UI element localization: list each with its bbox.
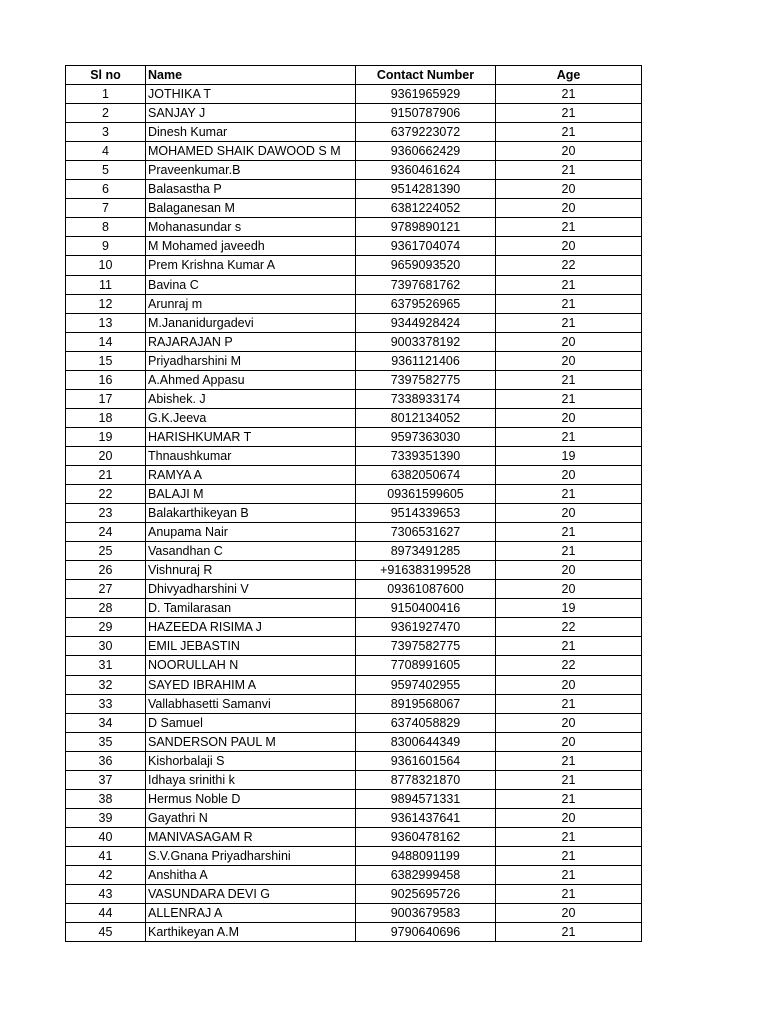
cell-age: 21: [496, 389, 642, 408]
cell-name: MOHAMED SHAIK DAWOOD S M: [146, 142, 356, 161]
cell-sl-no: 41: [66, 846, 146, 865]
cell-name: Vallabhasetti Samanvi: [146, 694, 356, 713]
cell-contact-number: 9790640696: [356, 923, 496, 942]
cell-age: 22: [496, 256, 642, 275]
cell-age: 21: [496, 485, 642, 504]
table-row: [66, 713, 642, 732]
cell-contact-number: 9360461624: [356, 161, 496, 180]
cell-name: Bavina C: [146, 275, 356, 294]
table-row: [66, 694, 642, 713]
table-row: [66, 770, 642, 789]
table-row: [66, 846, 642, 865]
cell-contact-number: 9361704074: [356, 237, 496, 256]
cell-name: Abishek. J: [146, 389, 356, 408]
cell-sl-no: 9: [66, 237, 146, 256]
cell-name: Balakarthikeyan B: [146, 504, 356, 523]
cell-sl-no: 44: [66, 904, 146, 923]
cell-contact-number: 7397582775: [356, 370, 496, 389]
cell-age: 20: [496, 675, 642, 694]
cell-contact-number: 7338933174: [356, 389, 496, 408]
cell-sl-no: 12: [66, 294, 146, 313]
table-row: [66, 446, 642, 465]
cell-sl-no: 38: [66, 789, 146, 808]
cell-sl-no: 26: [66, 561, 146, 580]
cell-contact-number: 9514339653: [356, 504, 496, 523]
cell-sl-no: 1: [66, 85, 146, 104]
table-row: [66, 504, 642, 523]
cell-age: 20: [496, 408, 642, 427]
cell-sl-no: 32: [66, 675, 146, 694]
cell-name: SAYED IBRAHIM A: [146, 675, 356, 694]
cell-name: M Mohamed javeedh: [146, 237, 356, 256]
cell-contact-number: 9003378192: [356, 332, 496, 351]
table-row: [66, 580, 642, 599]
cell-sl-no: 17: [66, 389, 146, 408]
table-row: [66, 561, 642, 580]
cell-name: Gayathri N: [146, 808, 356, 827]
table-row: [66, 904, 642, 923]
cell-sl-no: 21: [66, 465, 146, 484]
table-row: [66, 827, 642, 846]
cell-contact-number: 9361965929: [356, 85, 496, 104]
cell-sl-no: 27: [66, 580, 146, 599]
cell-sl-no: 6: [66, 180, 146, 199]
table-row: [66, 161, 642, 180]
cell-name: ALLENRAJ A: [146, 904, 356, 923]
cell-sl-no: 3: [66, 123, 146, 142]
table-row: [66, 85, 642, 104]
cell-contact-number: 7306531627: [356, 523, 496, 542]
table-row: [66, 275, 642, 294]
cell-age: 21: [496, 865, 642, 884]
table-row: [66, 370, 642, 389]
cell-age: 19: [496, 446, 642, 465]
cell-age: 21: [496, 923, 642, 942]
header-row: [66, 66, 642, 85]
cell-age: 21: [496, 751, 642, 770]
cell-name: NOORULLAH N: [146, 656, 356, 675]
cell-sl-no: 35: [66, 732, 146, 751]
cell-sl-no: 37: [66, 770, 146, 789]
table-row: [66, 408, 642, 427]
cell-sl-no: 14: [66, 332, 146, 351]
cell-name: EMIL JEBASTIN: [146, 637, 356, 656]
cell-contact-number: 8012134052: [356, 408, 496, 427]
cell-contact-number: 9025695726: [356, 885, 496, 904]
table-row: [66, 789, 642, 808]
cell-name: D Samuel: [146, 713, 356, 732]
cell-age: 21: [496, 427, 642, 446]
cell-name: Balasastha P: [146, 180, 356, 199]
cell-sl-no: 16: [66, 370, 146, 389]
table-row: [66, 865, 642, 884]
cell-age: 21: [496, 161, 642, 180]
table-row: [66, 923, 642, 942]
cell-sl-no: 11: [66, 275, 146, 294]
cell-sl-no: 34: [66, 713, 146, 732]
table-row: [66, 656, 642, 675]
cell-age: 21: [496, 637, 642, 656]
cell-sl-no: 43: [66, 885, 146, 904]
cell-name: Idhaya srinithi k: [146, 770, 356, 789]
cell-age: 21: [496, 827, 642, 846]
cell-age: 21: [496, 523, 642, 542]
cell-name: SANJAY J: [146, 104, 356, 123]
cell-name: G.K.Jeeva: [146, 408, 356, 427]
cell-contact-number: 9150787906: [356, 104, 496, 123]
cell-age: 21: [496, 294, 642, 313]
cell-name: RAMYA A: [146, 465, 356, 484]
cell-age: 21: [496, 370, 642, 389]
table-header: [66, 66, 642, 85]
cell-age: 21: [496, 218, 642, 237]
cell-age: 20: [496, 332, 642, 351]
cell-contact-number: 6379526965: [356, 294, 496, 313]
table-row: [66, 427, 642, 446]
cell-contact-number: 9514281390: [356, 180, 496, 199]
cell-age: 21: [496, 694, 642, 713]
cell-name: RAJARAJAN P: [146, 332, 356, 351]
cell-name: Anupama Nair: [146, 523, 356, 542]
cell-sl-no: 29: [66, 618, 146, 637]
cell-age: 20: [496, 713, 642, 732]
cell-contact-number: 09361087600: [356, 580, 496, 599]
cell-age: 20: [496, 904, 642, 923]
cell-sl-no: 20: [66, 446, 146, 465]
cell-age: 22: [496, 656, 642, 675]
table-row: [66, 294, 642, 313]
cell-sl-no: 28: [66, 599, 146, 618]
cell-contact-number: 7708991605: [356, 656, 496, 675]
cell-name: Dhivyadharshini V: [146, 580, 356, 599]
cell-sl-no: 4: [66, 142, 146, 161]
cell-sl-no: 23: [66, 504, 146, 523]
cell-name: Thnaushkumar: [146, 446, 356, 465]
cell-sl-no: 8: [66, 218, 146, 237]
cell-contact-number: 8973491285: [356, 542, 496, 561]
cell-age: 22: [496, 618, 642, 637]
table-row: [66, 485, 642, 504]
cell-contact-number: 9597363030: [356, 427, 496, 446]
header-sl-no: Sl no: [66, 66, 146, 85]
cell-contact-number: 9789890121: [356, 218, 496, 237]
cell-name: A.Ahmed Appasu: [146, 370, 356, 389]
cell-contact-number: 9894571331: [356, 789, 496, 808]
table-row: [66, 751, 642, 770]
cell-sl-no: 18: [66, 408, 146, 427]
cell-contact-number: 8919568067: [356, 694, 496, 713]
table-row: [66, 104, 642, 123]
cell-sl-no: 39: [66, 808, 146, 827]
table-row: [66, 142, 642, 161]
cell-sl-no: 42: [66, 865, 146, 884]
cell-sl-no: 15: [66, 351, 146, 370]
cell-contact-number: 9488091199: [356, 846, 496, 865]
table-row: [66, 218, 642, 237]
cell-contact-number: 9344928424: [356, 313, 496, 332]
cell-age: 20: [496, 199, 642, 218]
table-row: [66, 256, 642, 275]
cell-sl-no: 33: [66, 694, 146, 713]
cell-age: 20: [496, 561, 642, 580]
cell-age: 20: [496, 180, 642, 199]
cell-age: 21: [496, 789, 642, 808]
table-row: [66, 332, 642, 351]
cell-sl-no: 19: [66, 427, 146, 446]
cell-age: 21: [496, 770, 642, 789]
cell-name: Praveenkumar.B: [146, 161, 356, 180]
table-row: [66, 808, 642, 827]
cell-name: Kishorbalaji S: [146, 751, 356, 770]
cell-age: 19: [496, 599, 642, 618]
cell-contact-number: 9003679583: [356, 904, 496, 923]
table-row: [66, 732, 642, 751]
table-row: [66, 599, 642, 618]
cell-age: 21: [496, 85, 642, 104]
cell-contact-number: 9361437641: [356, 808, 496, 827]
cell-contact-number: 6382999458: [356, 865, 496, 884]
cell-sl-no: 2: [66, 104, 146, 123]
cell-contact-number: +916383199528: [356, 561, 496, 580]
cell-age: 21: [496, 313, 642, 332]
table-row: [66, 351, 642, 370]
cell-age: 20: [496, 351, 642, 370]
cell-sl-no: 40: [66, 827, 146, 846]
cell-sl-no: 22: [66, 485, 146, 504]
table-row: [66, 885, 642, 904]
cell-age: 20: [496, 142, 642, 161]
table-row: [66, 237, 642, 256]
cell-age: 20: [496, 237, 642, 256]
cell-contact-number: 8778321870: [356, 770, 496, 789]
cell-age: 21: [496, 275, 642, 294]
cell-contact-number: 09361599605: [356, 485, 496, 504]
cell-contact-number: 9361121406: [356, 351, 496, 370]
table-row: [66, 180, 642, 199]
header-age: Age: [496, 66, 642, 85]
cell-name: Arunraj m: [146, 294, 356, 313]
header-name: Name: [146, 66, 356, 85]
table-row: [66, 637, 642, 656]
cell-name: Vasandhan C: [146, 542, 356, 561]
cell-name: VASUNDARA DEVI G: [146, 885, 356, 904]
cell-sl-no: 36: [66, 751, 146, 770]
cell-age: 21: [496, 123, 642, 142]
cell-name: Mohanasundar s: [146, 218, 356, 237]
table-row: [66, 523, 642, 542]
cell-contact-number: 9360478162: [356, 827, 496, 846]
cell-sl-no: 5: [66, 161, 146, 180]
cell-name: Balaganesan M: [146, 199, 356, 218]
cell-sl-no: 7: [66, 199, 146, 218]
cell-name: Priyadharshini M: [146, 351, 356, 370]
table-row: [66, 618, 642, 637]
cell-age: 21: [496, 846, 642, 865]
cell-name: Karthikeyan A.M: [146, 923, 356, 942]
table-row: [66, 465, 642, 484]
cell-name: HAZEEDA RISIMA J: [146, 618, 356, 637]
table-row: [66, 542, 642, 561]
cell-contact-number: 9150400416: [356, 599, 496, 618]
cell-sl-no: 24: [66, 523, 146, 542]
cell-contact-number: 9361601564: [356, 751, 496, 770]
cell-contact-number: 6379223072: [356, 123, 496, 142]
table-body: [66, 85, 642, 942]
cell-contact-number: 6382050674: [356, 465, 496, 484]
cell-age: 21: [496, 885, 642, 904]
cell-age: 20: [496, 580, 642, 599]
cell-age: 20: [496, 732, 642, 751]
table-row: [66, 313, 642, 332]
cell-name: Anshitha A: [146, 865, 356, 884]
cell-age: 20: [496, 465, 642, 484]
cell-name: Prem Krishna Kumar A: [146, 256, 356, 275]
cell-name: SANDERSON PAUL M: [146, 732, 356, 751]
cell-name: HARISHKUMAR T: [146, 427, 356, 446]
cell-name: JOTHIKA T: [146, 85, 356, 104]
cell-contact-number: 9597402955: [356, 675, 496, 694]
cell-contact-number: 7397681762: [356, 275, 496, 294]
table-row: [66, 675, 642, 694]
cell-contact-number: 6374058829: [356, 713, 496, 732]
table-row: [66, 389, 642, 408]
cell-name: D. Tamilarasan: [146, 599, 356, 618]
cell-name: S.V.Gnana Priyadharshini: [146, 846, 356, 865]
cell-name: MANIVASAGAM R: [146, 827, 356, 846]
cell-sl-no: 13: [66, 313, 146, 332]
cell-age: 20: [496, 504, 642, 523]
cell-name: Vishnuraj R: [146, 561, 356, 580]
cell-age: 20: [496, 808, 642, 827]
cell-contact-number: 9360662429: [356, 142, 496, 161]
cell-name: M.Jananidurgadevi: [146, 313, 356, 332]
cell-name: Hermus Noble D: [146, 789, 356, 808]
header-contact-number: Contact Number: [356, 66, 496, 85]
cell-contact-number: 9659093520: [356, 256, 496, 275]
cell-sl-no: 31: [66, 656, 146, 675]
cell-age: 21: [496, 104, 642, 123]
cell-sl-no: 10: [66, 256, 146, 275]
table-row: [66, 123, 642, 142]
cell-name: BALAJI M: [146, 485, 356, 504]
cell-sl-no: 25: [66, 542, 146, 561]
cell-contact-number: 8300644349: [356, 732, 496, 751]
cell-sl-no: 45: [66, 923, 146, 942]
cell-contact-number: 7397582775: [356, 637, 496, 656]
student-contact-table: [65, 65, 642, 942]
cell-name: Dinesh Kumar: [146, 123, 356, 142]
cell-contact-number: 7339351390: [356, 446, 496, 465]
cell-age: 21: [496, 542, 642, 561]
cell-contact-number: 9361927470: [356, 618, 496, 637]
table-row: [66, 199, 642, 218]
cell-sl-no: 30: [66, 637, 146, 656]
cell-contact-number: 6381224052: [356, 199, 496, 218]
